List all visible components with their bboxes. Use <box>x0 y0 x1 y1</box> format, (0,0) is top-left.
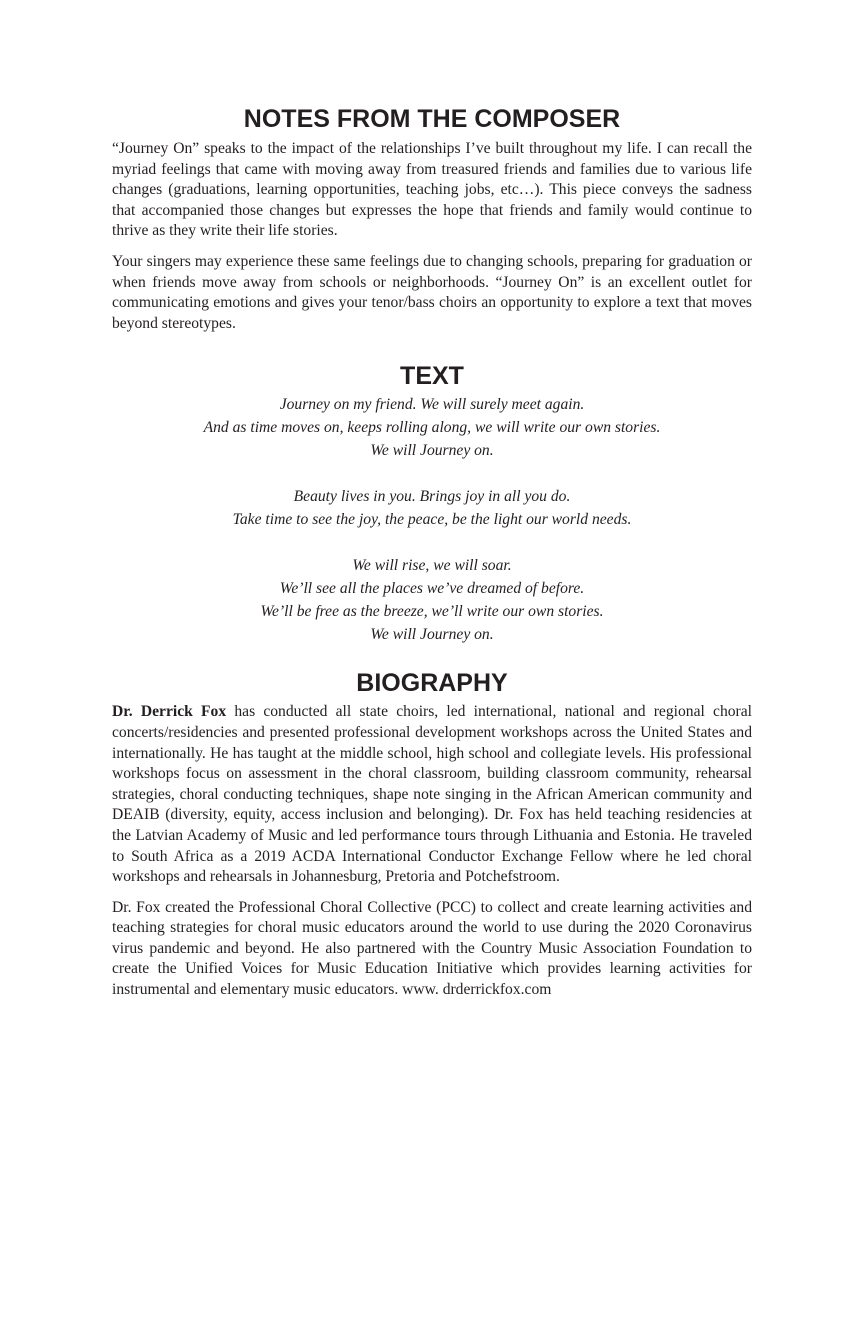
notes-paragraph-2: Your singers may experience these same feelings due to changing schools, preparing for graduation or when friends move away from schools or neighborhoods. “Journey On” is an excellent outlet for communicating emotions and gives your tenor/bass choirs an opportunity to explore a text that moves beyond stereotypes. <box>112 252 752 332</box>
text-heading: TEXT <box>400 362 464 391</box>
stanza-2 <box>112 485 752 531</box>
lyric-line: We will Journey on. <box>370 442 494 460</box>
notes-heading: NOTES FROM THE COMPOSER <box>243 105 621 133</box>
biography-heading: BIOGRAPHY <box>356 669 508 698</box>
stanza-3 <box>112 554 752 646</box>
lyric-line: We’ll be free as the breeze, we’ll write our own stories. <box>260 603 604 621</box>
text-section <box>112 361 752 646</box>
biography-paragraph-1-text: has conducted all state choirs, led international, national and regional choral concerts/residencies and presented professional development workshops across the United States and internationally. He has taught at the middle school, high school and collegiate levels. His professional workshops focus on assessment in the choral classroom, building classroom community, rehearsal strategies, choral conducting techniques, shape note singing in the African American community and DEAIB (diversity, equity, access inclusion and belonging). Dr. Fox has held teaching residencies at the Latvian Academy of Music and led performance tours through Lithuania and Estonia. He traveled to South Africa as a 2019 ACDA International Conductor Exchange Fellow where he led choral workshops and rehearsals in Johannesburg, Pretoria and Potchefstroom. <box>112 703 752 886</box>
lyric-line: And as time moves on, keeps rolling along, we will write our own stories. <box>203 419 661 437</box>
document-page <box>112 104 752 1001</box>
lyric-line: Take time to see the joy, the peace, be the light our world needs. <box>232 511 632 529</box>
stanza-1 <box>112 393 752 462</box>
lyric-line: We will Journey on. <box>370 626 494 644</box>
notes-paragraph-1: “Journey On” speaks to the impact of the relationships I’ve built throughout my life. I can recall the myriad feelings that came with moving away from treasured friends and families due to various life changes (graduations, learning opportunities, teaching jobs, etc…). This piece conveys the sadness that accompanied those changes but expresses the hope that friends and family would continue to thrive as they write their life stories. <box>112 140 752 240</box>
biography-paragraph-2: Dr. Fox created the Professional Choral Collective (PCC) to collect and create learning activities and teaching strategies for choral music educators around the world to use during the 2020 Coronavirus virus pandemic and beyond. He also partnered with the Country Music Association Foundation to create the Unified Voices for Music Education Initiative which provides learning activities for instrumental and elementary music educators. www. drderrickfox.com <box>112 898 752 999</box>
biography-section <box>112 668 752 1000</box>
biography-paragraph-1 <box>112 702 752 887</box>
lyrics <box>112 393 752 646</box>
lyric-line: Journey on my friend. We will surely meet again. <box>279 396 585 414</box>
notes-section <box>112 104 752 334</box>
lyric-line: We will rise, we will soar. <box>352 557 512 575</box>
lyric-line: We’ll see all the places we’ve dreamed of before. <box>279 580 585 598</box>
lyric-line: Beauty lives in you. Brings joy in all you do. <box>293 488 571 506</box>
composer-name: Dr. Derrick Fox <box>112 703 227 721</box>
